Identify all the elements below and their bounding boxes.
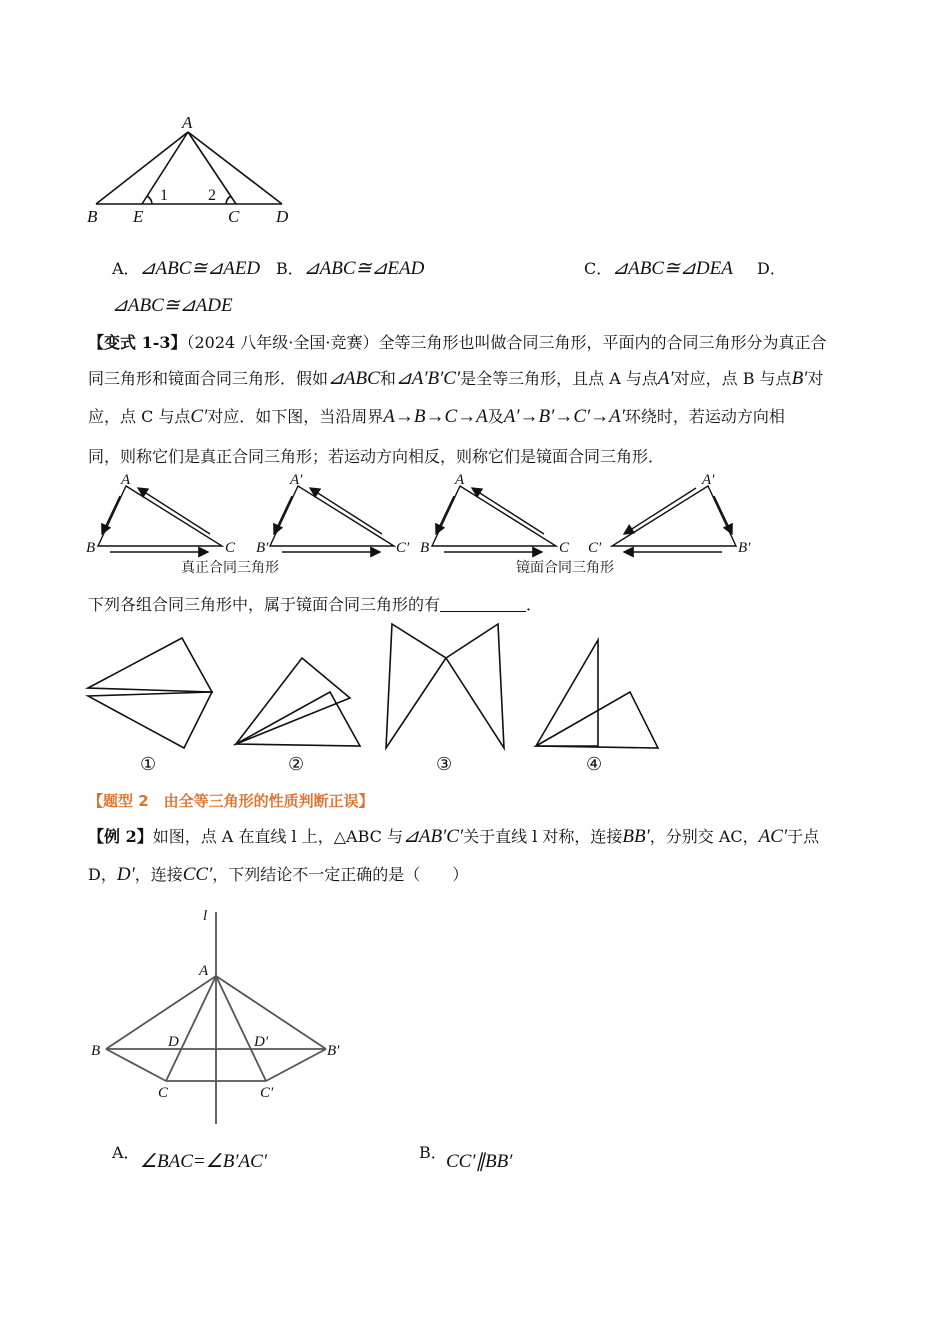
option-d-math: ⊿ABC≅⊿ADE	[112, 295, 233, 316]
example2-option-b[interactable]	[419, 1140, 447, 1163]
option-d-prefix: D．	[757, 259, 786, 278]
example2-option-a-math: ∠BAC=∠B′AC′	[140, 1151, 267, 1172]
option-b-math: ⊿ABC≅⊿EAD	[303, 258, 425, 279]
example2-option-b-formula	[446, 1150, 512, 1173]
svg-text:C′: C′	[588, 540, 602, 556]
svg-text:C: C	[225, 540, 236, 556]
label-c: C	[228, 207, 240, 226]
angle-2-arc	[226, 196, 231, 204]
example2-line-2: D，D′，连接CC′，下列结论不一定正确的是（ ）	[88, 864, 469, 885]
example2-line-1: 【例 2】如图，点 A 在直线 l 上，△ABC 与⊿AB′C′关于直线 l 对称，连接BB′，分别交 AC，AC′于点	[88, 826, 820, 847]
option-c-prefix: C．	[584, 259, 613, 278]
group-3-number: ③	[436, 754, 453, 774]
group-4-number: ④	[586, 754, 603, 774]
segment-b-prime-c-prime	[266, 1049, 326, 1081]
section-heading: 【题型 2 由全等三角形的性质判断正误】	[88, 792, 374, 810]
triangle-abc-prime-1	[270, 486, 394, 546]
option-a-math: ⊿ABC≅⊿AED	[139, 258, 261, 279]
label-a: A	[182, 113, 193, 132]
figure-congruence-orientation	[80, 472, 780, 580]
figure-four-groups	[80, 620, 680, 780]
group-2-number: ②	[288, 754, 305, 774]
group-4-triangle-wide	[536, 692, 658, 748]
variant-line-4: 同，则称它们是真正合同三角形；若运动方向相反，则称它们是镜面合同三角形．	[88, 447, 665, 466]
label-angle-2: 2	[208, 187, 216, 204]
angle-1-arc	[147, 196, 152, 204]
svg-text:B: B	[86, 540, 96, 556]
group-2-triangle-a	[236, 658, 350, 744]
segment-bc	[106, 1049, 166, 1081]
variant-source: （2024 八年级·全国·竞赛）全等三角形也叫做合同三角形，平面内的合同三角形分为真正合	[186, 333, 827, 352]
example2-option-a[interactable]	[112, 1140, 140, 1163]
label-b: B	[87, 207, 98, 226]
triangle-abc-2	[432, 486, 556, 546]
option-c[interactable]	[584, 256, 733, 280]
label-d-prime: D′	[254, 1034, 269, 1050]
label-c-prime: C′	[260, 1085, 274, 1101]
option-b[interactable]	[276, 256, 424, 280]
triangle-abc-1	[98, 486, 222, 546]
group-4-triangle-tall	[536, 640, 598, 746]
group-1-number: ①	[140, 754, 157, 774]
variant-question: 下列各组合同三角形中，属于镜面合同三角形的有 ．	[88, 595, 543, 614]
caption-true-congruent: 真正合同三角形	[181, 560, 279, 576]
svg-text:C′: C′	[396, 540, 410, 556]
svg-text:C: C	[559, 540, 570, 556]
label-a: A	[199, 963, 209, 979]
option-b-prefix: B．	[276, 259, 304, 278]
segment-ad	[188, 132, 282, 204]
example2-option-b-math: CC′∥BB′	[446, 1151, 513, 1172]
variant-line-3: 应，点 C 与点C′对应．如下图，当沿周界A→B→C→A及A′→B′→C′→A′环绕时，若运动方向相	[88, 406, 785, 427]
label-d: D	[276, 207, 289, 226]
example2-option-b-prefix: B．	[419, 1143, 447, 1162]
example2-option-a-formula	[140, 1150, 267, 1173]
option-d[interactable]	[757, 256, 786, 279]
svg-text:A: A	[121, 472, 131, 488]
label-c: C	[158, 1085, 169, 1101]
option-a-prefix: A．	[112, 259, 140, 278]
caption-mirror-congruent: 镜面合同三角形	[516, 560, 614, 576]
label-e: E	[133, 207, 144, 226]
figure-triangle-angles	[80, 108, 310, 228]
label-b-prime: B′	[327, 1043, 340, 1059]
option-c-math: ⊿ABC≅⊿DEA	[612, 258, 733, 279]
label-b: B	[91, 1043, 101, 1059]
group-3-triangle-left	[386, 624, 446, 748]
label-l: l	[203, 908, 208, 924]
group-3-triangle-right	[446, 624, 504, 748]
segment-ab	[96, 132, 188, 204]
example2-option-a-prefix: A．	[112, 1143, 140, 1162]
svg-text:B′: B′	[738, 540, 751, 556]
svg-text:A′: A′	[290, 472, 303, 488]
example2-tag: 【例 2】	[88, 827, 153, 846]
variant-line-2: 同三角形和镜面合同三角形．假如⊿ABC和⊿A′B′C′是全等三角形，且点 A 与点A′对应，点 B 与点B′对	[88, 368, 824, 389]
group-1-triangle-bottom	[88, 692, 212, 748]
answer-blank[interactable]	[440, 597, 526, 612]
svg-text:A: A	[455, 472, 465, 488]
option-a[interactable]	[112, 256, 260, 280]
svg-text:B′: B′	[256, 540, 269, 556]
figure-reflection	[86, 904, 356, 1128]
group-1-triangle-top	[88, 638, 212, 692]
label-angle-1: 1	[160, 187, 168, 204]
label-d: D	[168, 1034, 179, 1050]
svg-text:A′: A′	[702, 472, 715, 488]
variant-line-1	[88, 330, 826, 353]
svg-text:B: B	[420, 540, 430, 556]
variant-tag: 【变式 1-3】	[88, 333, 187, 352]
option-d-formula	[112, 294, 233, 317]
triangle-abc-prime-2	[612, 486, 736, 546]
